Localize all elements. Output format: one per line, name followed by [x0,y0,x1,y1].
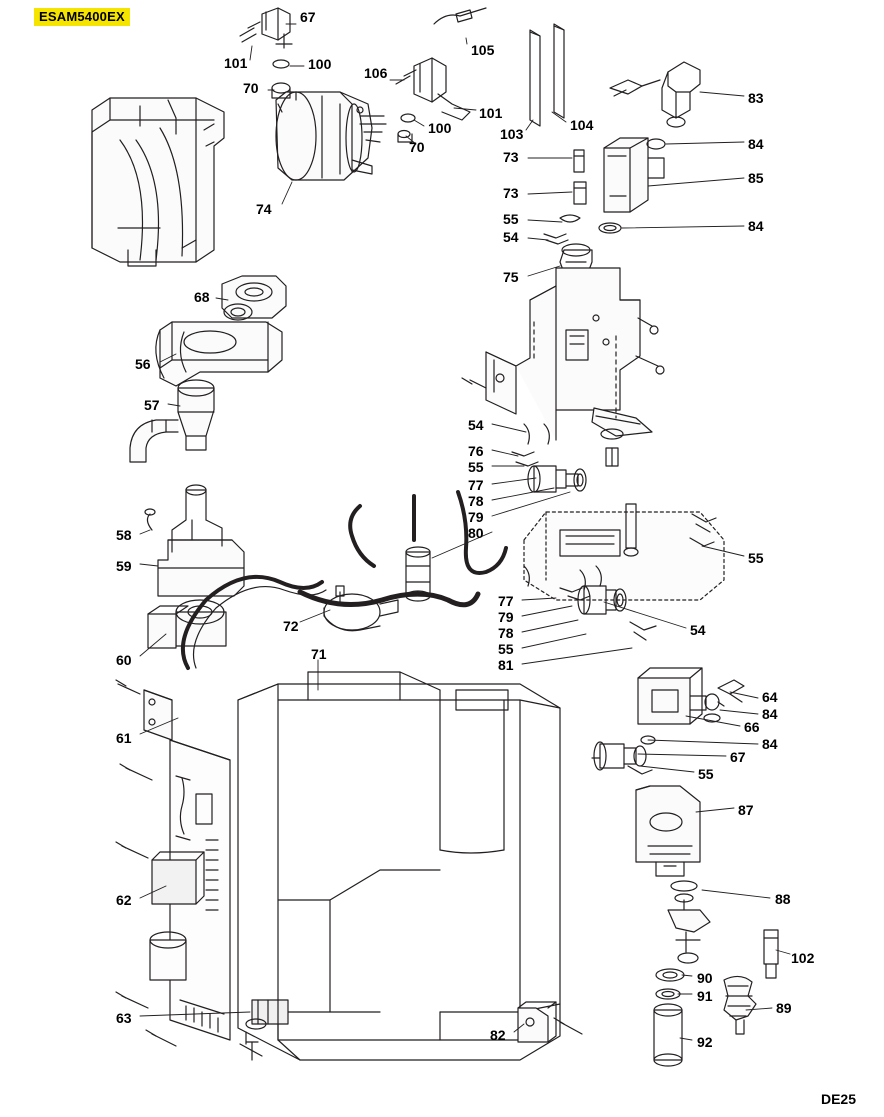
part-support-bracket [462,268,664,466]
callout-78b: 78 [498,625,514,641]
part-77-valve-upper [512,424,586,492]
part-57-funnel [130,380,214,462]
callout-75: 75 [503,269,519,285]
callout-57: 57 [144,397,160,413]
callout-77b: 77 [498,593,514,609]
callout-55d: 55 [498,641,514,657]
callout-55e: 55 [698,766,714,782]
callout-79b: 79 [498,609,514,625]
part-housing-left [92,98,224,266]
callout-60: 60 [116,652,132,668]
callout-101b: 101 [479,105,503,121]
callout-81: 81 [498,657,514,673]
callout-74: 74 [256,201,272,217]
page-code: DE25 [820,1091,856,1107]
callout-100a: 100 [308,56,332,72]
callout-55a: 55 [503,211,519,227]
callout-76: 76 [468,443,484,459]
callout-72: 72 [283,618,299,634]
callout-70b: 70 [409,139,425,155]
callout-54b: 54 [468,417,484,433]
callout-84d: 84 [762,736,778,752]
callout-100b: 100 [428,120,452,136]
part-74-grinder [276,92,386,180]
callout-84c: 84 [762,706,778,722]
callout-88: 88 [775,891,791,907]
part-64-solenoid [592,668,744,774]
part-73-75-stack [544,150,592,288]
callout-55c: 55 [748,550,764,566]
part-72-pump [324,586,398,631]
callout-92: 92 [697,1034,713,1050]
part-87-dispenser [636,786,778,1066]
callout-105: 105 [471,42,495,58]
callout-90: 90 [697,970,713,986]
callout-56: 56 [135,356,151,372]
callout-85: 85 [748,170,764,186]
callout-82: 82 [490,1027,506,1043]
callout-103: 103 [500,126,524,142]
callout-64: 64 [762,689,778,705]
part-103-104-tubes [530,24,564,126]
callout-54c: 54 [690,622,706,638]
callout-62: 62 [116,892,132,908]
callout-66: 66 [744,719,760,735]
callout-87: 87 [738,802,754,818]
callout-89: 89 [776,1000,792,1016]
callout-73b: 73 [503,185,519,201]
part-68-grinder-adjust [222,276,286,320]
callout-106: 106 [364,65,388,81]
callout-79a: 79 [468,509,484,525]
callout-67a: 67 [300,9,316,25]
callout-101a: 101 [224,55,248,71]
callout-80: 80 [468,525,484,541]
callout-59: 59 [116,558,132,574]
callout-84b: 84 [748,218,764,234]
part-105-wire [434,8,486,24]
callout-91: 91 [697,988,713,1004]
part-56-chute [156,322,282,386]
part-lower-plate [524,504,724,600]
callout-63: 63 [116,1010,132,1026]
callout-61: 61 [116,730,132,746]
callout-68: 68 [194,289,210,305]
callout-70a: 70 [243,80,259,96]
part-59-thermoblock [145,485,244,648]
callout-84a: 84 [748,136,764,152]
callout-102: 102 [791,950,815,966]
part-83-connector [610,62,700,127]
model-badge: ESAM5400EX [34,8,130,26]
callout-83: 83 [748,90,764,106]
callout-78a: 78 [468,493,484,509]
callout-73a: 73 [503,149,519,165]
callout-71: 71 [311,646,327,662]
callout-58: 58 [116,527,132,543]
callout-54a: 54 [503,229,519,245]
callout-67b: 67 [730,749,746,765]
callout-77a: 77 [468,477,484,493]
callout-55b: 55 [468,459,484,475]
callout-104: 104 [570,117,594,133]
